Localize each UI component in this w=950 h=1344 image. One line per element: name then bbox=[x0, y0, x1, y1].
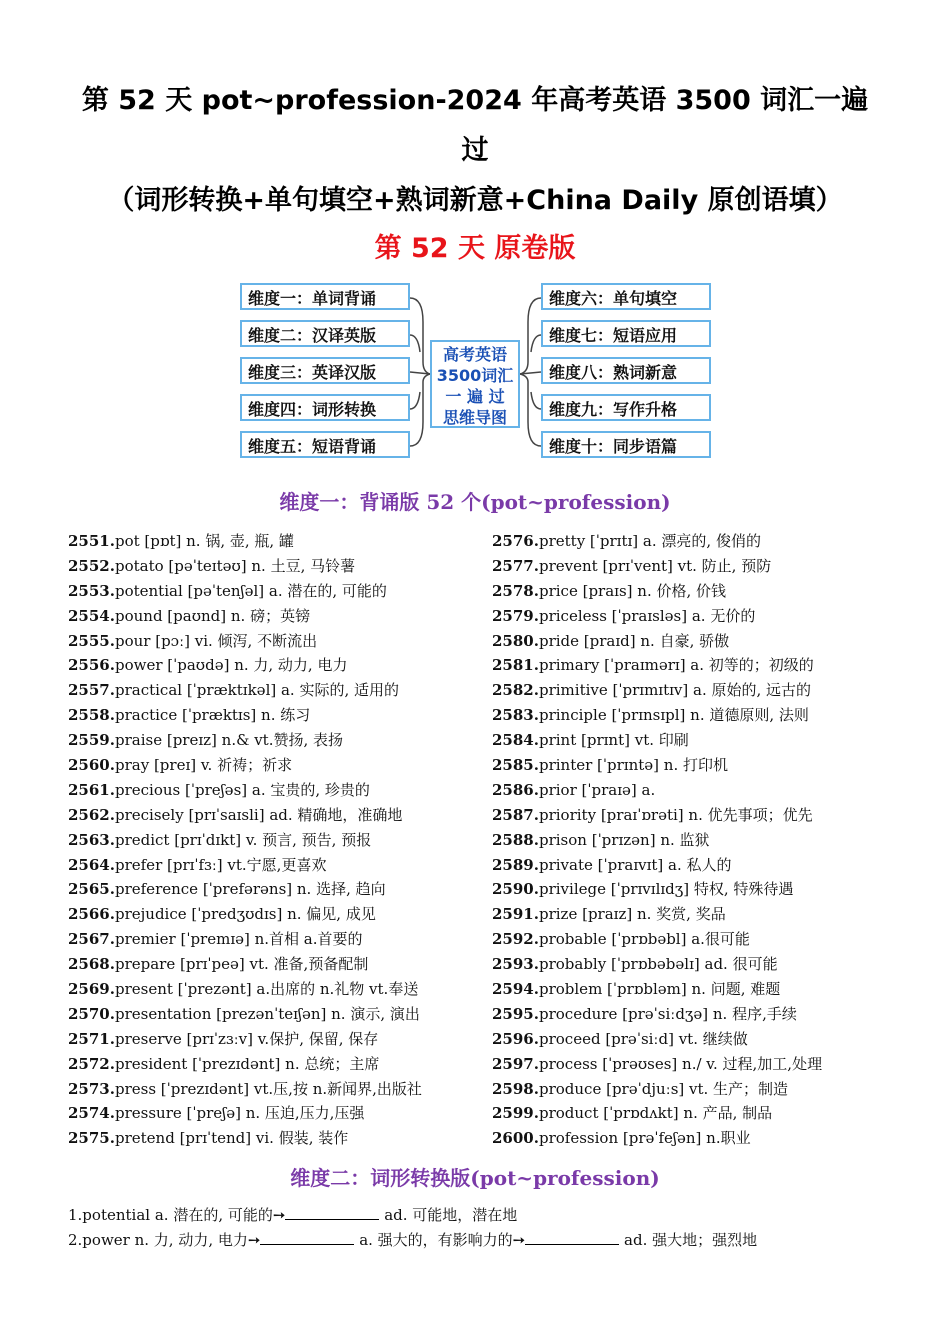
page-subtitle: （词形转换+单句填空+熟词新意+China Daily 原创语填） bbox=[107, 185, 843, 216]
word-definition: probably [ˈprɒbəbəlɪ] ad. 很可能 bbox=[538, 955, 778, 974]
word-definition: predict [prɪˈdɪkt] v. 预言, 预告, 预报 bbox=[114, 830, 372, 849]
page-title: 第 52 天 pot~profession-2024 年高考英语 3500 词汇一遍 bbox=[81, 85, 869, 116]
word-number: 2555. bbox=[68, 631, 115, 650]
word-definition: primitive [ˈprɪmɪtɪv] a. 原始的, 远古的 bbox=[538, 681, 812, 700]
word-entry bbox=[492, 703, 912, 728]
mind-map-node-6: 维度六：单句填空 bbox=[541, 283, 711, 310]
word-number: 2567. bbox=[68, 930, 115, 949]
word-entry bbox=[68, 1002, 488, 1027]
exercise-2-hint-2: ad. 强大地；强烈地 bbox=[619, 1231, 758, 1249]
word-entry bbox=[68, 1101, 488, 1126]
word-definition: private [ˈpraɪvɪt] a. 私人的 bbox=[538, 855, 732, 874]
word-entry bbox=[68, 629, 488, 654]
word-entry bbox=[68, 1077, 488, 1102]
word-number: 2600. bbox=[492, 1129, 539, 1148]
word-number: 2558. bbox=[68, 706, 115, 725]
word-number: 2594. bbox=[492, 980, 539, 999]
word-definition: pray [preɪ] v. 祈祷；祈求 bbox=[114, 756, 293, 775]
word-entry bbox=[492, 653, 912, 678]
word-entry bbox=[492, 579, 912, 604]
word-entry bbox=[68, 1052, 488, 1077]
exercise-2-prompt: 2.power n. 力, 动力, 电力➙ bbox=[68, 1231, 261, 1249]
exercise-2-hint-1: a. 强大的，有影响力的➙ bbox=[354, 1231, 526, 1249]
mind-map-node-9: 维度九：写作升格 bbox=[541, 394, 711, 421]
word-entry bbox=[492, 828, 912, 853]
word-entry bbox=[68, 853, 488, 878]
center-line-2: 3500词汇 bbox=[436, 366, 514, 385]
word-number: 2577. bbox=[492, 556, 539, 575]
word-entry bbox=[492, 678, 912, 703]
word-definition: president [ˈprezɪdənt] n. 总统；主席 bbox=[114, 1054, 380, 1073]
word-number: 2562. bbox=[68, 805, 115, 824]
word-definition: prevent [prɪˈvent] vt. 防止, 预防 bbox=[538, 556, 772, 575]
word-list-right bbox=[492, 529, 912, 1151]
word-list-left bbox=[68, 529, 488, 1151]
word-definition: preference [ˈprefərəns] n. 选择, 趋向 bbox=[114, 880, 386, 899]
word-entry bbox=[68, 1126, 488, 1151]
word-number: 2593. bbox=[492, 955, 539, 974]
word-definition: prepare [prɪˈpeə] vt. 准备,预备配制 bbox=[114, 955, 369, 974]
word-entry bbox=[492, 1101, 912, 1126]
word-number: 2591. bbox=[492, 905, 539, 924]
word-definition: present [ˈprezənt] a.出席的 n.礼物 vt.奉送 bbox=[114, 980, 419, 999]
word-definition: primary [ˈpraɪmərɪ] a. 初等的；初级的 bbox=[538, 656, 814, 675]
word-number: 2585. bbox=[492, 756, 539, 775]
word-definition: prison [ˈprɪzən] n. 监狱 bbox=[538, 830, 710, 849]
page-title-continuation: 过 bbox=[461, 135, 489, 166]
word-definition: proceed [prəˈsiːd] vt. 继续做 bbox=[538, 1029, 748, 1048]
word-entry bbox=[492, 529, 912, 554]
word-definition: profession [prəˈfeʃən] n.职业 bbox=[538, 1129, 751, 1148]
word-definition: principle [ˈprɪnsɪpl] n. 道德原则, 法则 bbox=[538, 706, 809, 725]
word-number: 2559. bbox=[68, 731, 115, 750]
word-number: 2575. bbox=[68, 1129, 115, 1148]
exercise-1-prompt: 1.potential a. 潜在的, 可能的➙ bbox=[68, 1206, 286, 1224]
word-number: 2598. bbox=[492, 1079, 539, 1098]
word-entry bbox=[492, 778, 912, 803]
word-entry bbox=[68, 1027, 488, 1052]
word-entry bbox=[492, 803, 912, 828]
word-entry bbox=[68, 728, 488, 753]
word-number: 2579. bbox=[492, 606, 539, 625]
word-definition: price [praɪs] n. 价格, 价钱 bbox=[538, 581, 727, 600]
word-number: 2561. bbox=[68, 780, 115, 799]
word-definition: potential [pəˈtenʃəl] a. 潜在的, 可能的 bbox=[114, 581, 387, 600]
exercise-1-hint: ad. 可能地，潜在地 bbox=[379, 1206, 518, 1224]
word-definition: prize [praɪz] n. 奖赏, 奖品 bbox=[538, 905, 726, 924]
word-definition: presentation [prezənˈteɪʃən] n. 演示, 演出 bbox=[114, 1004, 420, 1023]
word-definition: potato [pəˈteɪtəʊ] n. 土豆, 马铃薯 bbox=[114, 556, 356, 575]
exercise-2 bbox=[68, 1229, 757, 1250]
word-entry bbox=[68, 579, 488, 604]
word-entry bbox=[68, 703, 488, 728]
mind-map-node-7: 维度七：短语应用 bbox=[541, 320, 711, 347]
word-definition: probable [ˈprɒbəbl] a.很可能 bbox=[538, 930, 750, 949]
word-entry bbox=[68, 529, 488, 554]
word-entry bbox=[68, 952, 488, 977]
word-entry bbox=[492, 554, 912, 579]
mind-map-node-10: 维度十：同步语篇 bbox=[541, 431, 711, 458]
word-entry bbox=[492, 629, 912, 654]
word-number: 2574. bbox=[68, 1104, 115, 1123]
word-number: 2551. bbox=[68, 532, 115, 550]
word-number: 2553. bbox=[68, 581, 115, 600]
mind-map-node-1: 维度一：单词背诵 bbox=[240, 283, 410, 310]
word-definition: pound [paʊnd] n. 磅；英镑 bbox=[114, 606, 311, 625]
word-definition: printer [ˈprɪntə] n. 打印机 bbox=[538, 756, 728, 775]
word-number: 2580. bbox=[492, 631, 539, 650]
word-number: 2597. bbox=[492, 1054, 539, 1073]
mind-map-node-4: 维度四：词形转换 bbox=[240, 394, 410, 421]
center-line-3: 一 遍 过 bbox=[445, 387, 505, 406]
word-number: 2581. bbox=[492, 656, 539, 675]
mind-map-center bbox=[430, 340, 520, 428]
word-number: 2596. bbox=[492, 1029, 539, 1048]
word-definition: practical [ˈpræktɪkəl] a. 实际的, 适用的 bbox=[114, 681, 399, 700]
word-entry bbox=[492, 728, 912, 753]
mind-map-node-5: 维度五：短语背诵 bbox=[240, 431, 410, 458]
word-entry bbox=[68, 753, 488, 778]
word-entry bbox=[68, 554, 488, 579]
word-definition: pressure [ˈpreʃə] n. 压迫,压力,压强 bbox=[114, 1104, 365, 1123]
word-number: 2569. bbox=[68, 980, 115, 999]
word-entry bbox=[68, 977, 488, 1002]
section-heading-2: 维度二：词形转换版(pot~profession) bbox=[290, 1166, 660, 1190]
word-entry bbox=[492, 753, 912, 778]
word-definition: pot [pɒt] n. 锅, 壶, 瓶, 罐 bbox=[114, 532, 294, 550]
word-entry bbox=[492, 902, 912, 927]
mind-map-node-8: 维度八：熟词新意 bbox=[541, 357, 711, 384]
word-definition: practice [ˈpræktɪs] n. 练习 bbox=[114, 706, 311, 725]
word-number: 2570. bbox=[68, 1004, 115, 1023]
word-entry bbox=[492, 1077, 912, 1102]
word-entry bbox=[492, 927, 912, 952]
word-number: 2565. bbox=[68, 880, 115, 899]
word-number: 2587. bbox=[492, 805, 539, 824]
word-definition: print [prɪnt] vt. 印刷 bbox=[538, 731, 689, 750]
center-line-1: 高考英语 bbox=[442, 345, 507, 364]
answer-blank[interactable] bbox=[525, 1230, 619, 1245]
word-number: 2578. bbox=[492, 581, 539, 600]
word-definition: pour [pɔː] vi. 倾泻, 不断流出 bbox=[114, 631, 318, 650]
word-number: 2589. bbox=[492, 855, 539, 874]
word-number: 2554. bbox=[68, 606, 115, 625]
answer-blank[interactable] bbox=[285, 1205, 379, 1220]
word-entry bbox=[492, 877, 912, 902]
word-definition: prefer [prɪˈfɜː] vt.宁愿,更喜欢 bbox=[114, 855, 327, 874]
word-number: 2592. bbox=[492, 930, 539, 949]
word-number: 2599. bbox=[492, 1104, 539, 1123]
word-entry bbox=[492, 952, 912, 977]
answer-blank[interactable] bbox=[260, 1230, 354, 1245]
word-number: 2584. bbox=[492, 731, 539, 750]
word-definition: pretend [prɪˈtend] vi. 假装, 装作 bbox=[114, 1129, 349, 1148]
word-entry bbox=[68, 678, 488, 703]
word-definition: precisely [prɪˈsaɪsli] ad. 精确地，准确地 bbox=[114, 805, 403, 824]
mind-map-node-2: 维度二：汉译英版 bbox=[240, 320, 410, 347]
word-definition: problem [ˈprɒbləm] n. 问题, 难题 bbox=[538, 980, 781, 999]
word-definition: procedure [prəˈsiːdʒə] n. 程序,手续 bbox=[538, 1004, 797, 1023]
word-definition: press [ˈprezɪdənt] vt.压,按 n.新闻界,出版社 bbox=[114, 1079, 422, 1098]
section-heading-1: 维度一：背诵版 52 个(pot~profession) bbox=[279, 490, 671, 514]
word-number: 2586. bbox=[492, 780, 539, 799]
mind-map bbox=[238, 282, 713, 462]
word-definition: premier [ˈpremɪə] n.首相 a.首要的 bbox=[114, 930, 363, 949]
center-line-4: 思维导图 bbox=[442, 408, 507, 427]
word-entry bbox=[68, 828, 488, 853]
word-number: 2566. bbox=[68, 905, 115, 924]
word-definition: preserve [prɪˈzɜːv] v.保护, 保留, 保存 bbox=[114, 1029, 379, 1048]
word-entry bbox=[492, 977, 912, 1002]
word-definition: priority [praɪˈɒrəti] n. 优先事项；优先 bbox=[538, 805, 813, 824]
word-definition: power [ˈpaʊdə] n. 力, 动力, 电力 bbox=[114, 656, 348, 675]
word-definition: pride [praɪd] n. 自豪, 骄傲 bbox=[538, 631, 730, 650]
version-label: 第 52 天 原卷版 bbox=[374, 233, 576, 264]
word-number: 2572. bbox=[68, 1054, 115, 1073]
word-number: 2571. bbox=[68, 1029, 115, 1048]
mind-map-node-3: 维度三：英译汉版 bbox=[240, 357, 410, 384]
word-entry bbox=[492, 1027, 912, 1052]
word-entry bbox=[68, 902, 488, 927]
word-number: 2564. bbox=[68, 855, 115, 874]
word-definition: priceless [ˈpraɪsləs] a. 无价的 bbox=[538, 606, 756, 625]
word-definition: prejudice [ˈpredʒʊdɪs] n. 偏见, 成见 bbox=[114, 905, 376, 924]
word-number: 2582. bbox=[492, 681, 539, 700]
word-number: 2576. bbox=[492, 532, 539, 550]
word-entry bbox=[68, 803, 488, 828]
word-number: 2563. bbox=[68, 830, 115, 849]
word-definition: produce [prəˈdjuːs] vt. 生产；制造 bbox=[538, 1079, 789, 1098]
word-definition: pretty [ˈprɪtɪ] a. 漂亮的, 俊俏的 bbox=[538, 532, 761, 550]
word-number: 2552. bbox=[68, 556, 115, 575]
word-entry bbox=[492, 1052, 912, 1077]
word-definition: process [ˈprəʊses] n./ v. 过程,加工,处理 bbox=[538, 1054, 823, 1073]
word-number: 2573. bbox=[68, 1079, 115, 1098]
word-number: 2557. bbox=[68, 681, 115, 700]
word-number: 2583. bbox=[492, 706, 539, 725]
word-number: 2588. bbox=[492, 830, 539, 849]
word-entry bbox=[492, 1126, 912, 1151]
word-entry bbox=[492, 604, 912, 629]
word-entry bbox=[492, 853, 912, 878]
word-definition: precious [ˈpreʃəs] a. 宝贵的, 珍贵的 bbox=[114, 780, 370, 799]
word-definition: praise [preɪz] n.& vt.赞扬, 表扬 bbox=[114, 731, 344, 750]
word-entry bbox=[68, 877, 488, 902]
word-definition: privilege [ˈprɪvɪlɪdʒ] 特权, 特殊待遇 bbox=[538, 880, 794, 899]
word-definition: product [ˈprɒdʌkt] n. 产品, 制品 bbox=[538, 1104, 773, 1123]
exercise-1 bbox=[68, 1204, 517, 1225]
word-definition: prior [ˈpraɪə] a. bbox=[538, 780, 656, 799]
word-number: 2568. bbox=[68, 955, 115, 974]
word-number: 2595. bbox=[492, 1004, 539, 1023]
word-entry bbox=[68, 653, 488, 678]
word-entry bbox=[68, 778, 488, 803]
word-entry bbox=[68, 927, 488, 952]
word-number: 2590. bbox=[492, 880, 539, 899]
word-entry bbox=[68, 604, 488, 629]
word-number: 2556. bbox=[68, 656, 115, 675]
word-number: 2560. bbox=[68, 756, 115, 775]
word-entry bbox=[492, 1002, 912, 1027]
